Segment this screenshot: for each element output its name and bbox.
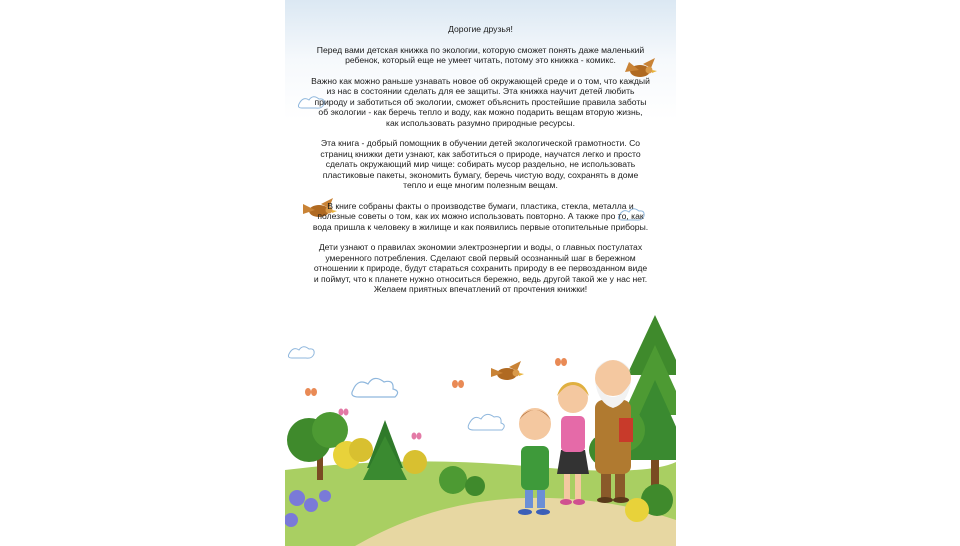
paragraph-5: Дети узнают о правилах экономии электроэнергии и воды, о главных постулатах умеренного потребления. Сделают свой первый осознанный шаг в бережном отношении к природе, будут стараться сохранить природу в ее первозданном виде и поймут, что к планете нужно относиться бережно, ведь другой такой же у нас нет. xyxy=(313,242,648,284)
butterfly-icon xyxy=(452,380,464,388)
butterfly-icon xyxy=(305,388,317,396)
paragraph-4: В книге собраны факты о производстве бумаги, пластика, стекла, металла и полезные советы о том, как их можно использовать повторно. А также про то, как вода пришла к человеку в жилище и как появились первые отопительные приборы. xyxy=(312,200,649,232)
greeting-heading: Дорогие друзья! xyxy=(448,24,513,34)
closing-line: Желаем приятных впечатлений от прочтения книжки! xyxy=(373,284,588,295)
paragraph-2: Важно как можно раньше узнавать новое об окружающей среде и о том, что каждый из нас в состоянии сделать для ее защиты. Эта книжка научит детей любить природу и заботиться об экологии, сможет объяснить простейшие правила заботы об экологии - как беречь тепло и воду, как можно подарить вещам вторую жизнь, как использовать разумно природные ресурсы. xyxy=(311,76,650,128)
cloud-icon xyxy=(352,378,398,397)
bird-icon xyxy=(491,361,524,380)
cloud-icon xyxy=(468,414,504,430)
butterfly-icon xyxy=(412,433,422,440)
paragraph-1: Перед вами детская книжка по экологии, которую сможет понять даже маленький ребенок, который еще не умеет читать, потому это книжка - комикс. xyxy=(316,44,645,66)
butterfly-icon xyxy=(555,358,567,366)
book-page xyxy=(285,0,676,546)
paragraph-3: Эта книга - добрый помощник в обучении детей экологической грамотности. Со страниц книжки дети узнают, как заботиться о природе, научатся легко и просто сделать окружающий мир чище: собирать мусор раздельно, не использовать пластиковые пакеты, экономить бумагу, беречь чистую воду, сохранять в доме тепло и еще многим полезным вещам. xyxy=(320,138,641,191)
intro-text-block xyxy=(311,24,650,305)
butterfly-icon xyxy=(339,409,349,416)
cloud-icon xyxy=(288,347,314,358)
